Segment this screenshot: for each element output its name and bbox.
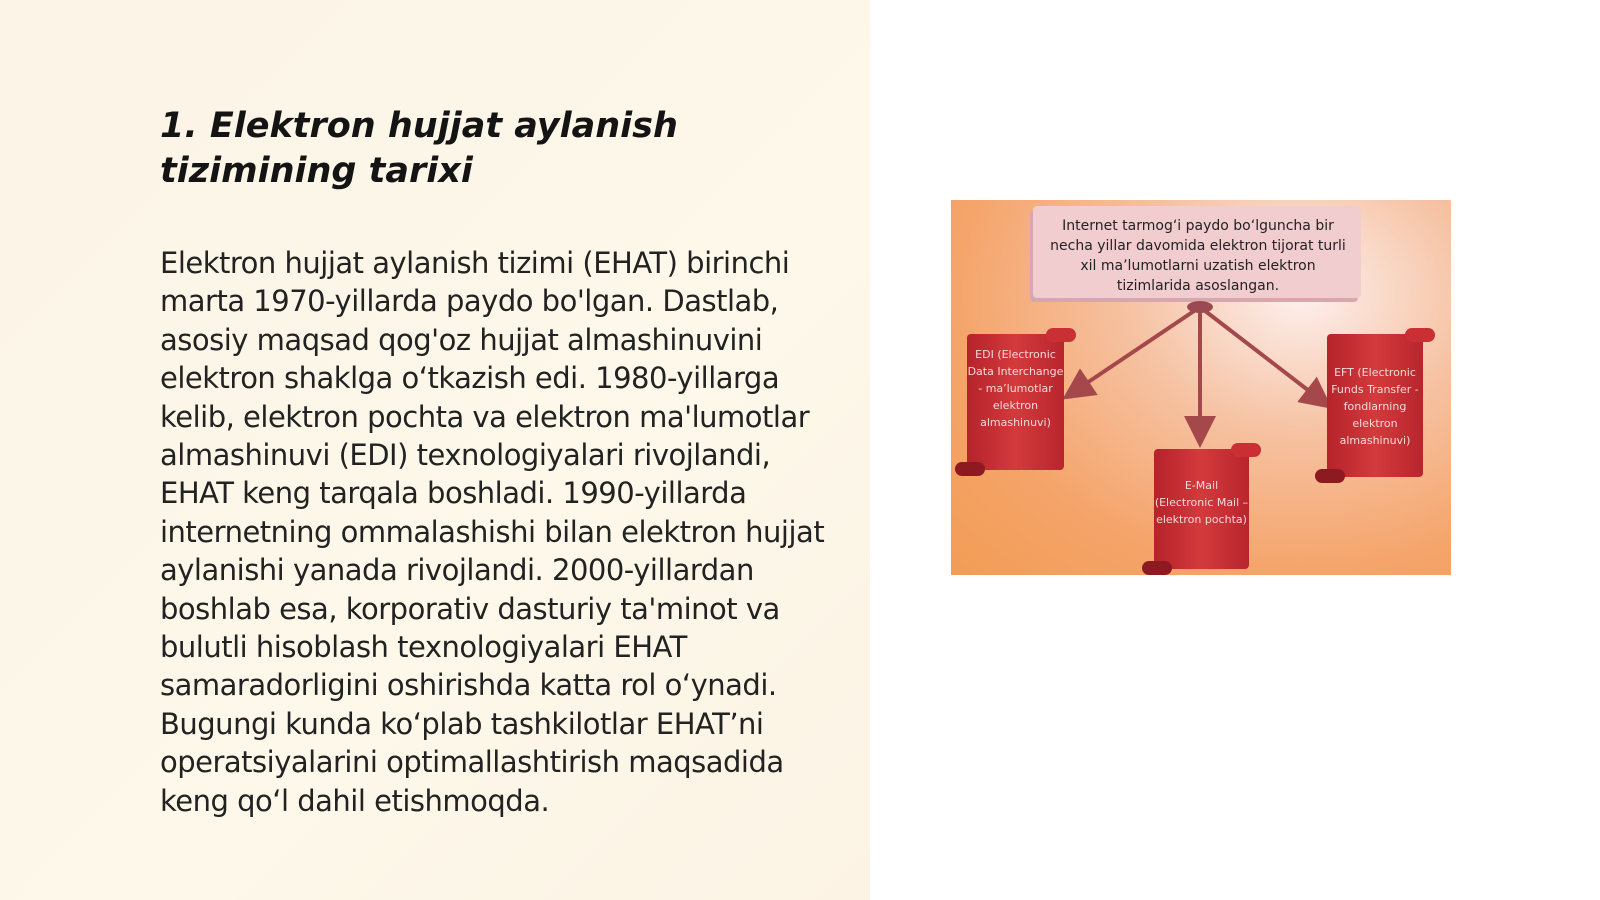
- top-info-text: Internet tarmog‘i paydo bo‘lguncha bir necha yillar davomida elektron tijorat turli xil ma’lumotlarni uzatish elektron tizimlarida asoslangan.: [1050, 218, 1346, 294]
- slide-title: 1. Elektron hujjat aylanish tizimining tarixi: [160, 106, 678, 191]
- history-diagram: [951, 200, 1451, 575]
- email-scroll: [1154, 449, 1249, 569]
- edi-scroll: [967, 334, 1064, 470]
- eft-scroll: [1327, 334, 1423, 477]
- diagram-hub: [1187, 301, 1213, 313]
- arrow-to-edi: [1069, 307, 1200, 395]
- arrow-to-eft: [1200, 307, 1326, 404]
- slide-body-text: Elektron hujjat aylanish tizimi (EHAT) birinchi marta 1970-yillarda paydo bo'lgan. Dastlab, asosiy maqsad qog'oz hujjat almashinuvini elektron shaklga o‘tkazish edi. 1980-yillarga kelib, elektron pochta va elektron ma'lumotlar almashinuvi (EDI) texnologiyalari rivojlandi, EHAT keng tarqala boshladi. 1990-yillarda internetning ommalashishi bilan elektron hujjat aylanishi yanada rivojlandi. 2000-yillardan boshlab esa, korporativ dasturiy ta'minot va bulutli hisoblash texnologiyalari EHAT samaradorligini oshirishda katta rol o‘ynadi. Bugungi kunda ko‘plab tashkilotlar EHAT’ni operatsiyalarini optimallashtirish maqsadida keng qo‘l dahil etishmoqda.: [160, 246, 825, 818]
- email-label: E-Mail (Electronic Mail – elektron pochta): [1154, 479, 1249, 526]
- eft-label: EFT (Electronic Funds Transfer - fondlarning elektron almashinuvi): [1331, 366, 1419, 447]
- edi-label: EDI (Electronic Data Interchange - ma’lumotlar elektron almashinuvi): [967, 348, 1064, 429]
